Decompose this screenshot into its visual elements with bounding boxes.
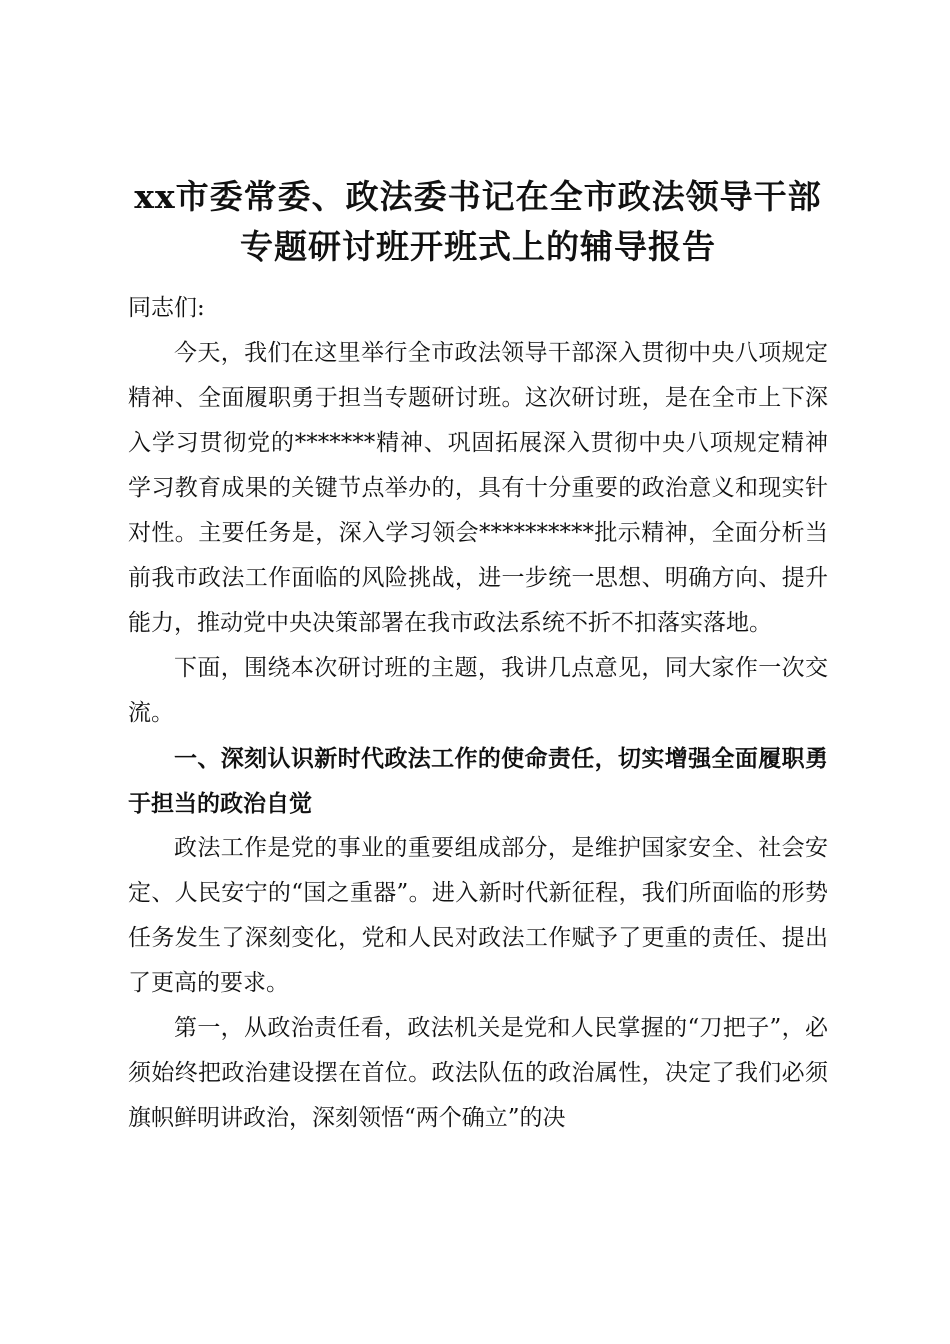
document-body xyxy=(128,172,828,1141)
section-heading-1: 一、深刻认识新时代政法工作的使命责任，切实增强全面履职勇于担当的政治自觉 xyxy=(128,745,828,817)
document-title: xx市委常委、政法委书记在全市政法领导干部专题研讨班开班式上的辅导报告 xyxy=(134,177,822,266)
salutation: 同志们: xyxy=(128,295,205,321)
paragraph-outline: 下面，围绕本次研讨班的主题，我讲几点意见，同大家作一次交流。 xyxy=(128,655,828,726)
paragraph-intro: 今天，我们在这里举行全市政法领导干部深入贯彻中央八项规定精神、全面履职勇于担当专题研讨班。这次研讨班，是在全市上下深入学习贯彻党的*******精神、巩固拓展深入贯彻中央八项规定精神学习教育成果的关键节点举办的，具有十分重要的政治意义和现实针对性。主要任务是，深入学习领会**********批示精神，全面分析当前我市政法工作面临的风险挑战，进一步统一思想、明确方向、提升能力，推动党中央决策部署在我市政法系统不折不扣落实落地。 xyxy=(128,340,828,636)
section-paragraph-1: 政法工作是党的事业的重要组成部分，是维护国家安全、社会安定、人民安宁的“国之重器”。进入新时代新征程，我们所面临的形势任务发生了深刻变化，党和人民对政法工作赋予了更重的责任、提出了更高的要求。 xyxy=(128,835,828,996)
section-paragraph-2: 第一，从政治责任看，政法机关是党和人民掌握的“刀把子”，必须始终把政治建设摆在首位。政法队伍的政治属性，决定了我们必须旗帜鲜明讲政治，深刻领悟“两个确立”的决 xyxy=(128,1015,828,1131)
